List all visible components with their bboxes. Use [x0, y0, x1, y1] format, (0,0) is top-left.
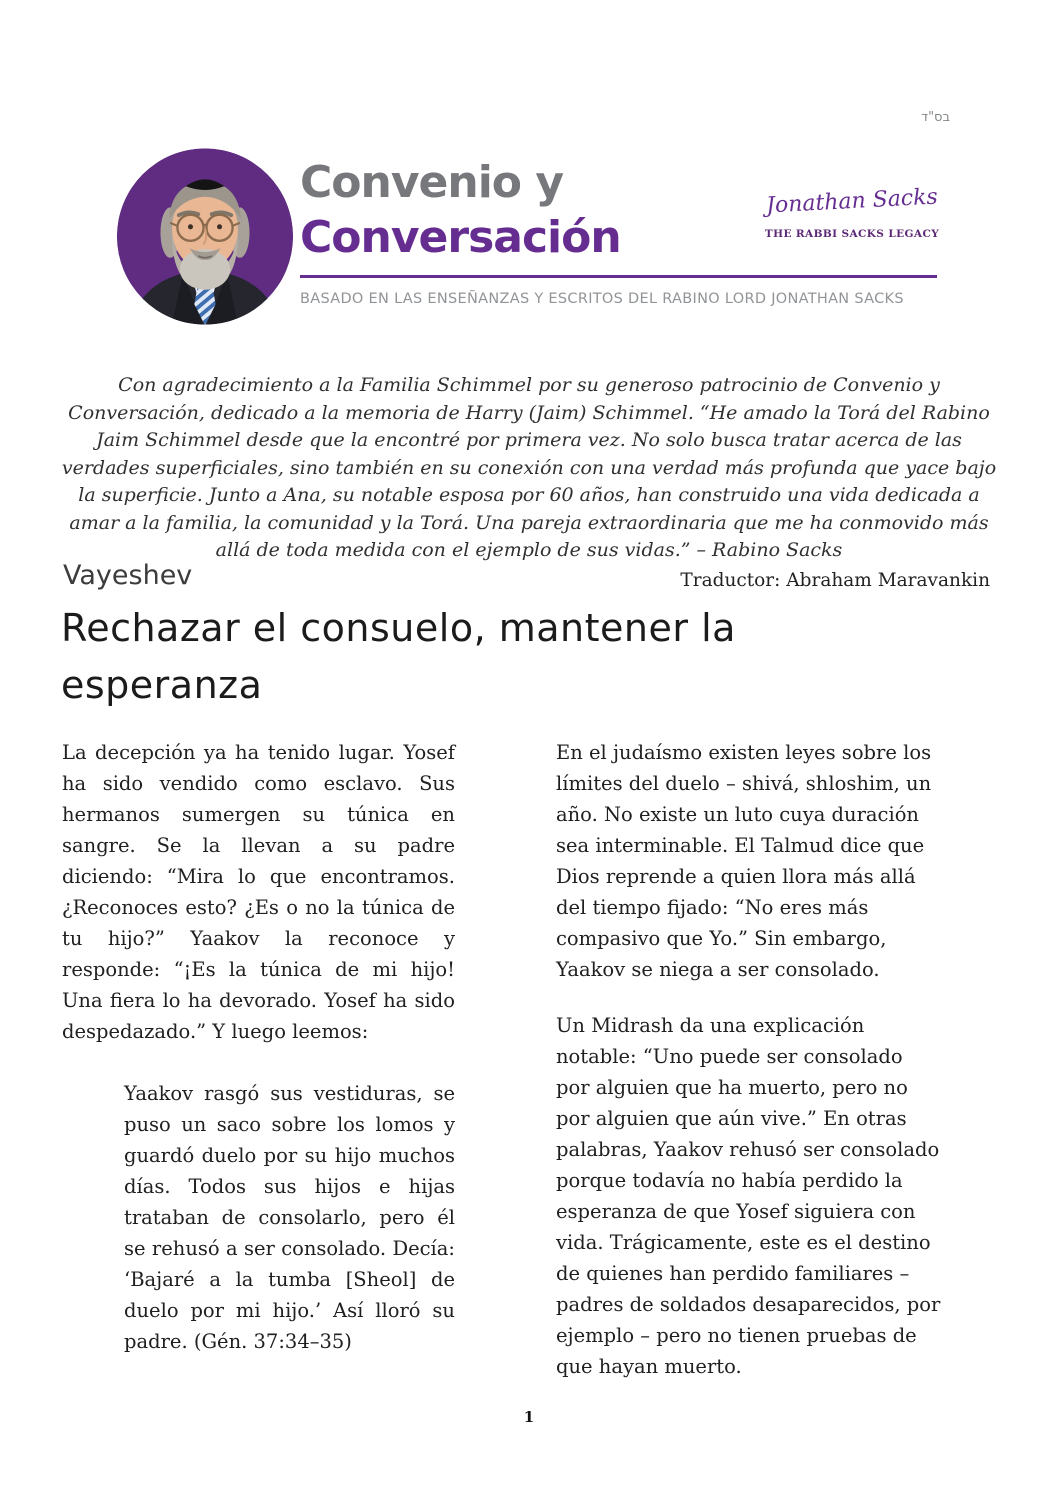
- parsha-name: Vayeshev: [63, 560, 193, 591]
- body-paragraph: La decepción ya ha tenido lugar. Yosef ha sido vendido como esclavo. Sus hermanos sumergen su túnica en sangre. Se la llevan a su padre diciendo: “Mira lo que encontramos. ¿Reconoces esto? ¿Es o no la túnica de tu hijo?” Yaakov la reconoce y responde: “¡Es la túnica de mi hijo! Una fiera lo ha devorado. Yosef ha sido despedazado.” Y luego leemos:: [62, 741, 455, 1043]
- article-body: [62, 737, 942, 1382]
- legacy-caption: THE RABBI SACKS LEGACY: [764, 228, 940, 240]
- article-title: Rechazar el consuelo, mantener la esperanza: [61, 606, 736, 707]
- rabbi-portrait-photo: [113, 141, 297, 330]
- byline-row: [63, 560, 990, 591]
- signature-text: Jonathan Sacks: [765, 184, 939, 219]
- dedication-paragraph: Con agradecimiento a la Familia Schimmel por su generoso patrocinio de Convenio y Conversación, dedicado a la memoria de Harry (Jaim) Schimmel. “He amado la Torá del Rabino Jaim Schimmel desde que la encontré por primera vez. No solo busca tratar acerca de las verdades superficiales, sino también en su conexión con una verdad más profunda que yace bajo la superficie. Junto a Ana, su notable esposa por 60 años, han construido una vida dedicada a amar a la familia, la comunidad y la Torá. Una pareja extraordinaria que me ha conmovido más allá de toda medida con el ejemplo de sus vidas.” – Rabino Sacks: [61, 374, 997, 561]
- left-column: [62, 737, 455, 1382]
- rabbi-sacks-legacy-logo: [763, 180, 941, 240]
- logo-title-line1: Convenio y: [300, 157, 564, 208]
- rabbi-portrait-icon: [113, 141, 297, 330]
- page-number: 1: [523, 1408, 535, 1426]
- translator-credit: Traductor: Abraham Maravankin: [680, 570, 990, 591]
- right-column: [556, 737, 942, 1382]
- signature-icon: [763, 180, 941, 224]
- bsd-hebrew-mark: בס"ד: [920, 110, 950, 125]
- torah-quote: Yaakov rasgó sus vestiduras, se puso un saco sobre los lomos y guardó duelo por su hijo muchos días. Todos sus hijos e hijas trataban de consolarlo, pero él se rehusó a ser consolado. Decía: ‘Bajaré a la tumba [Sheol] de duelo por mi hijo.’ Así lloró su padre. (Gén. 37:34–35): [124, 1082, 455, 1353]
- logo-subtitle: BASADO EN LAS ENSEÑANZAS Y ESCRITOS DEL RABINO LORD JONATHAN SACKS: [300, 291, 904, 307]
- logo-divider-line: [300, 275, 937, 278]
- logo-title-line2: Conversación: [300, 212, 621, 263]
- body-paragraph: En el judaísmo existen leyes sobre los límites del duelo – shivá, shloshim, un año. No existe un luto cuya duración sea interminable. El Talmud dice que Dios reprende a quien llora más allá del tiempo fijado: “No eres más compasivo que Yo.” Sin embargo, Yaakov se niega a ser consolado.: [556, 741, 932, 981]
- body-paragraph: Un Midrash da una explicación notable: “Uno puede ser consolado por alguien que ha muerto, pero no por alguien que aún vive.” En otras palabras, Yaakov rehusó ser consolado porque todavía no había perdido la esperanza de que Yosef siguiera con vida. Trágicamente, este es el destino de quienes han perdido familiares – padres de soldados desaparecidos, por ejemplo – pero no tienen pruebas de que hayan muerto.: [556, 1014, 941, 1378]
